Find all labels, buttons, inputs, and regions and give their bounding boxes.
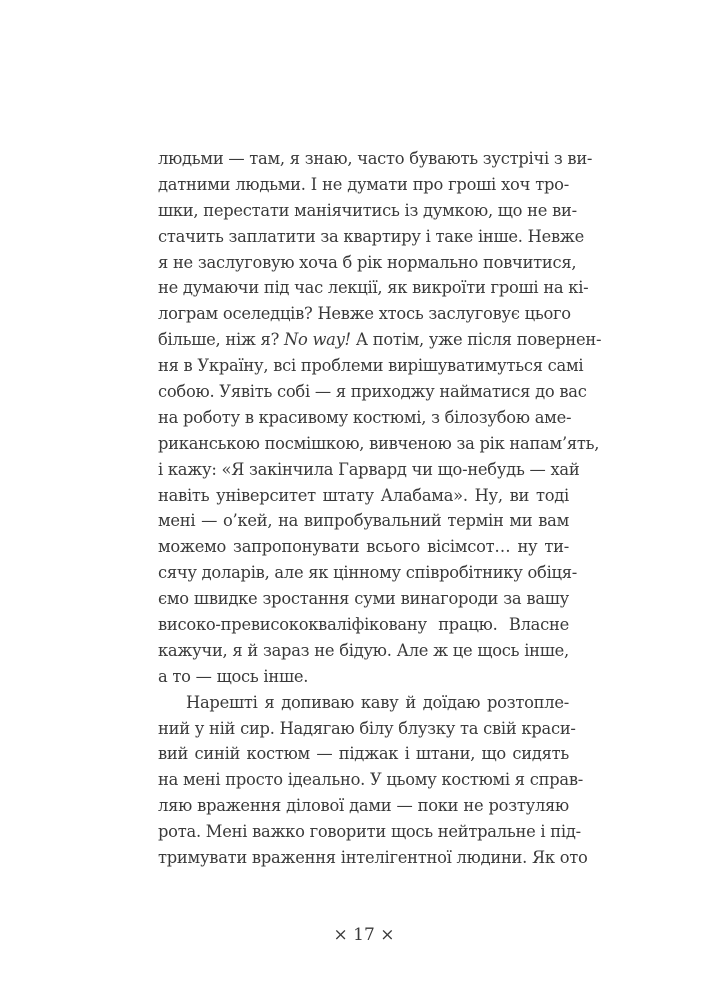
text-line: на роботу в красивому костюмі, з білозубою аме- (158, 407, 572, 427)
text-line: навіть університет штату Алабама». Ну, ви тоді (158, 485, 569, 505)
text-line: мені — о’кей, на випробувальний термін ми вам (158, 511, 569, 531)
text-line: і кажу: «Я закінчила Гарвард чи що-небудь — хай (158, 459, 580, 479)
text-line: людьми — там, я знаю, часто бувають зустрічі з ви- (158, 149, 593, 168)
text-line: кажучи, я й зараз не бідую. Але ж це щось інше, (158, 640, 569, 660)
text-line: стачить заплатити за квартиру і таке інше. Невже (158, 226, 585, 246)
text-line: високо-превисококваліфіковану працю. Власне (158, 615, 569, 635)
text-line: риканською посмішкою, вивченою за рік напам’ять, (158, 433, 600, 453)
text-segment: більше, ніж я? (158, 330, 284, 350)
text-line: ляю враження ділової дами — поки не розтуляю (158, 796, 569, 816)
text-segment: А потім, уже після повернен- (350, 330, 602, 350)
body-text (158, 146, 602, 871)
italic-phrase: No way! (283, 330, 351, 350)
text-line: можемо запропонувати всього вісімсот… ну ти- (158, 537, 569, 557)
text-line: вий синій костюм — піджак і штани, що сидять (158, 744, 569, 764)
text-line (158, 327, 602, 353)
text-line: шки, перестати маніячитись із думкою, що не ви- (158, 200, 577, 220)
text-line: я не заслуговую хоча б рік нормально повчитися, (158, 252, 577, 272)
text-line: а то — щось інше. (158, 666, 309, 686)
page-number: × 17 × (333, 925, 395, 945)
text-line: рота. Мені важко говорити щось нейтральне і під- (158, 822, 581, 842)
text-line: Нарешті я допиваю каву й доїдаю розтопле- (186, 692, 569, 712)
text-line: датними людьми. І не думати про гроші хоч тро- (158, 174, 569, 194)
text-line: на мені просто ідеально. У цьому костюмі я справ- (158, 770, 584, 790)
text-line: не думаючи під час лекції, як викроїти гроші на кі- (158, 278, 589, 298)
text-line: лограм оселедців? Невже хтось заслуговує цього (158, 304, 571, 324)
text-line: собою. Уявіть собі — я приходжу найматися до вас (158, 382, 587, 402)
text-line: ня в Україну, всі проблеми вирішуватимуться самі (158, 356, 584, 376)
text-line: тримувати враження інтелігентної людини. Як ото (158, 848, 588, 868)
text-line: ний у ній сир. Надягаю білу блузку та свій краси- (158, 718, 576, 738)
text-line: сячу доларів, але як цінному співробітнику обіця- (158, 563, 578, 583)
text-line: ємо швидке зростання суми винагороди за вашу (158, 589, 569, 609)
